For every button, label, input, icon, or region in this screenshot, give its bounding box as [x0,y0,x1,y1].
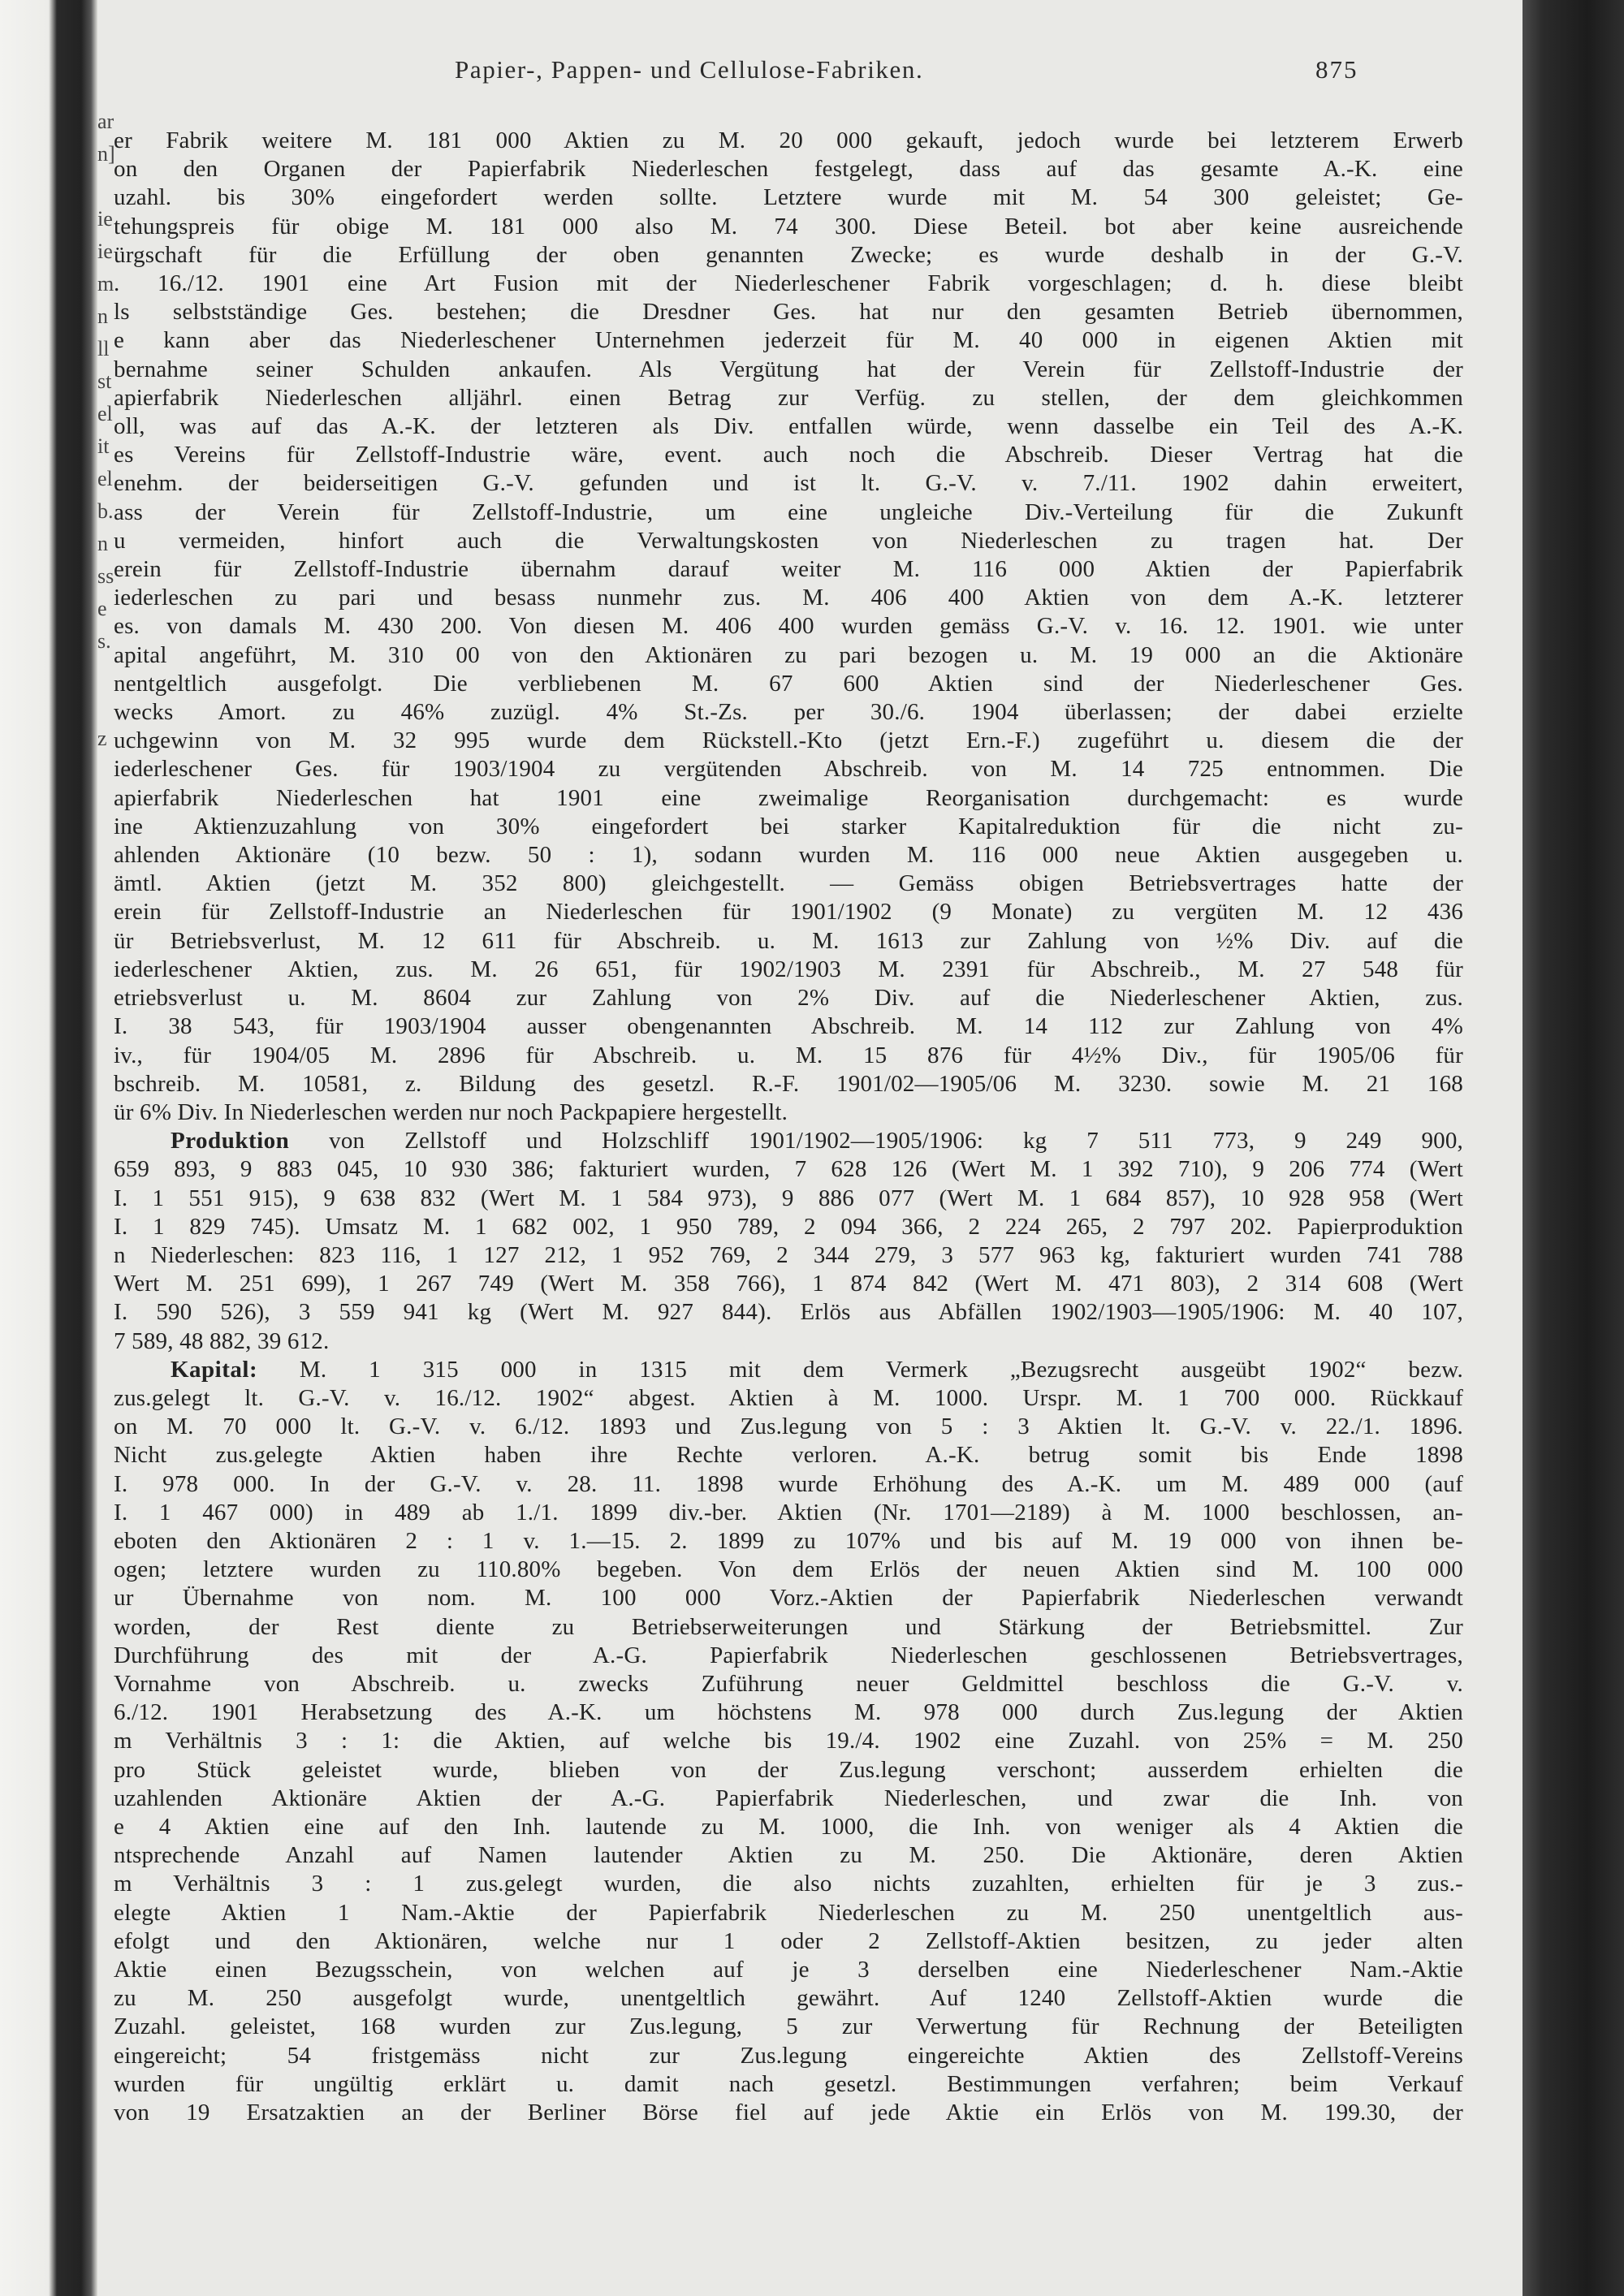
text-line: I. 978 000. In der G.-V. v. 28. 11. 1898 wurde Erhöhung des A.-K. um M. 489 000 (auf [114,1470,1463,1497]
text-line [114,1127,1463,1155]
text-line: on M. 70 000 lt. G.-V. v. 6./12. 1893 und Zus.legung von 5 : 3 Aktien lt. G.-V. v. 22./1. 1896. [114,1413,1463,1440]
text-line: eingereicht; 54 fristgemäss nicht zur Zus.legung eingereichte Aktien des Zellstoff-Vereins [114,2042,1463,2069]
text-line: erein für Zellstoff-Industrie an Niederleschen für 1901/1902 (9 Monate) zu vergüten M. 12 436 [114,899,1463,926]
text-line-rest: von Zellstoff und Holzschliff 1901/1902—1905/1906: kg 7 511 773, 9 249 900, [289,1128,1463,1154]
text-line: iederleschener Aktien, zus. M. 26 651, für 1902/1903 M. 2391 für Abschreib., M. 27 548 für [114,956,1463,982]
right-binding-edge [1522,0,1624,2296]
text-line [114,1356,1463,1384]
text-line: uchgewinn von M. 32 995 wurde dem Rückstell.-Kto (jetzt Ern.-F.) zugeführt u. diesem die der [114,727,1463,754]
text-line: I. 1 551 915), 9 638 832 (Wert M. 1 584 973), 9 886 077 (Wert M. 1 684 857), 10 928 958 (Wert [114,1185,1463,1211]
text-line: er Fabrik weitere M. 181 000 Aktien zu M. 20 000 gekauft, jedoch wurde bei letzterem Erwerb [114,127,1463,153]
text-line: pro Stück geleistet wurde, blieben von der Zus.legung verschont; ausserdem erhielten die [114,1756,1463,1783]
text-line: efolgt und den Aktionären, welche nur 1 oder 2 Zellstoff-Aktien besitzen, zu jeder alten [114,1927,1463,1954]
text-line: u vermeiden, hinfort auch die Verwaltungskosten von Niederleschen zu tragen hat. Der [114,527,1463,554]
text-line: apital angeführt, M. 310 00 von den Aktionären zu pari bezogen u. M. 19 000 an die Aktionäre [114,641,1463,668]
text-line: bschreib. M. 10581, z. Bildung des gesetzl. R.-F. 1901/02—1905/06 M. 3230. sowie M. 21 168 [114,1070,1463,1097]
text-line: I. 38 543, für 1903/1904 ausser obengenannten Abschreib. M. 14 112 zur Zahlung von 4% [114,1013,1463,1040]
text-line: bernahme seiner Schulden ankaufen. Als Vergütung hat der Verein für Zellstoff-Industrie der [114,356,1463,382]
text-line: Wert M. 251 699), 1 267 749 (Wert M. 358 766), 1 874 842 (Wert M. 471 803), 2 314 608 (Wert [114,1271,1463,1297]
text-line: wurden für ungültig erklärt u. damit nach gesetzl. Bestimmungen verfahren; beim Verkauf [114,2070,1463,2097]
text-line: etriebsverlust u. M. 8604 zur Zahlung von 2% Div. auf die Niederleschener Aktien, zus. [114,985,1463,1012]
scanned-page [97,0,1522,2296]
paragraph-produktion [114,1127,1463,1356]
text-line: ogen; letztere wurden zu 110.80% begeben. Von dem Erlös der neuen Aktien sind M. 100 000 [114,1556,1463,1583]
text-line: nentgeltlich ausgefolgt. Die verbliebenen M. 67 600 Aktien sind der Niederleschener Ges. [114,670,1463,697]
text-line: I. 590 526), 3 559 941 kg (Wert M. 927 844). Erlös aus Abfällen 1902/1903—1905/1906: M. 40 107, [114,1299,1463,1326]
text-line: elegte Aktien 1 Nam.-Aktie der Papierfabrik Niederleschen zu M. 250 unentgeltlich aus- [114,1899,1463,1926]
text-line: ürgschaft für die Erfüllung der oben genannten Zwecke; es wurde deshalb in der G.-V. [114,241,1463,268]
text-line: Aktie einen Bezugsschein, von welchen auf je 3 derselben eine Niederleschener Nam.-Aktie [114,1957,1463,1983]
text-line: Nicht zus.gelegte Aktien haben ihre Rechte verloren. A.-K. betrug somit bis Ende 1898 [114,1442,1463,1469]
text-line: m Verhältnis 3 : 1: die Aktien, auf welche bis 19./4. 1902 eine Zuzahl. von 25% = M. 250 [114,1728,1463,1754]
section-lead: Produktion [171,1128,290,1154]
page-number: 875 [1315,55,1358,84]
text-line: Zuzahl. geleistet, 168 wurden zur Zus.legung, 5 zur Verwertung für Rechnung der Beteiligten [114,2013,1463,2040]
running-title: Papier-, Pappen- und Cellulose-Fabriken. [455,55,924,84]
text-line: oll, was auf das A.-K. der letzteren als Div. entfallen würde, wenn dasselbe ein Teil des A.-K. [114,413,1463,440]
text-line: uzahl. bis 30% eingefordert werden sollte. Letztere wurde mit M. 54 300 geleistet; Ge- [114,184,1463,211]
text-line: 659 893, 9 883 045, 10 930 386; fakturiert wurden, 7 628 126 (Wert M. 1 392 710), 9 206 774 (Wert [114,1156,1463,1183]
text-line: I. 1 829 745). Umsatz M. 1 682 002, 1 950 789, 2 094 366, 2 224 265, 2 797 202. Papierproduktion [114,1213,1463,1240]
section-lead: Kapital: [171,1356,258,1383]
text-line: ämtl. Aktien (jetzt M. 352 800) gleichgestellt. — Gemäss obigen Betriebsvertrages hatte der [114,870,1463,897]
text-line: ahlenden Aktionäre (10 bezw. 50 : 1), sodann wurden M. 116 000 neue Aktien ausgegeben u. [114,842,1463,869]
text-line: iederleschen zu pari und besass nunmehr zus. M. 406 400 Aktien von dem A.-K. letzterer [114,585,1463,611]
text-line: eboten den Aktionären 2 : 1 v. 1.—15. 2. 1899 zu 107% und bis auf M. 19 000 von ihnen be- [114,1527,1463,1554]
text-line: von 19 Ersatzaktien an der Berliner Börse fiel auf jede Aktie ein Erlös von M. 199.30, der [114,2100,1463,2126]
text-line: zu M. 250 ausgefolgt wurde, unentgeltlich gewährt. Auf 1240 Zellstoff-Aktien wurde die [114,1985,1463,2012]
paragraph-fusion-history [114,127,1463,1127]
text-line: iv., für 1904/05 M. 2896 für Abschreib. u. M. 15 876 für 4½% Div., für 1905/06 für [114,1042,1463,1068]
text-line: uzahlenden Aktionäre Aktien der A.-G. Papierfabrik Niederleschen, und zwar die Inh. von [114,1785,1463,1811]
text-line: . 16./12. 1901 eine Art Fusion mit der Niederleschener Fabrik vorgeschlagen; d. h. diese bleibt [114,270,1463,297]
text-line: ür 6% Div. In Niederleschen werden nur noch Packpapiere hergestellt. [114,1098,788,1125]
text-line: Durchführung des mit der A.-G. Papierfabrik Niederleschen geschlossenen Betriebsvertrages, [114,1642,1463,1668]
text-line: wecks Amort. zu 46% zuzügl. 4% St.-Zs. per 30./6. 1904 überlassen; der dabei erzielte [114,699,1463,726]
text-line: 6./12. 1901 Herabsetzung des A.-K. um höchstens M. 978 000 durch Zus.legung der Aktien [114,1699,1463,1726]
text-line: e 4 Aktien eine auf den Inh. lautende zu M. 1000, die Inh. von weniger als 4 Aktien die [114,1813,1463,1840]
text-line: m Verhältnis 3 : 1 zus.gelegt wurden, die also nichts zuzahlten, erhielten für je 3 zus.- [114,1871,1463,1897]
margin-fragments: ar n] ie ie m n ll st el it el b. n ss e s. z [97,110,115,750]
text-line: enehm. der beiderseitigen G.-V. gefunden und ist lt. G.-V. v. 7./11. 1902 dahin erweitert, [114,470,1463,497]
text-line: I. 1 467 000) in 489 ab 1./1. 1899 div.-ber. Aktien (Nr. 1701—2189) à M. 1000 beschlossen, an- [114,1499,1463,1526]
text-line: iederleschener Ges. für 1903/1904 zu vergütenden Abschreib. von M. 14 725 entnommen. Die [114,756,1463,783]
text-line: Vornahme von Abschreib. u. zwecks Zuführung neuer Geldmittel beschloss die G.-V. v. [114,1670,1463,1697]
text-line: ntsprechende Anzahl auf Namen lautender Aktien zu M. 250. Die Aktionäre, deren Aktien [114,1842,1463,1869]
text-line: zus.gelegt lt. G.-V. v. 16./12. 1902“ abgest. Aktien à M. 1000. Urspr. M. 1 700 000. Rückkauf [114,1384,1463,1411]
left-page-edge [0,0,97,2296]
text-line: erein für Zellstoff-Industrie übernahm darauf weiter M. 116 000 Aktien der Papierfabrik [114,556,1463,583]
text-line-rest: M. 1 315 000 in 1315 mit dem Vermerk „Bezugsrecht ausgeübt 1902“ bezw. [257,1356,1463,1383]
text-line: 7 589, 48 882, 39 612. [114,1327,330,1354]
running-head [97,55,1522,88]
text-line: ür Betriebsverlust, M. 12 611 für Abschreib. u. M. 1613 zur Zahlung von ½% Div. auf die [114,927,1463,954]
body-text [114,127,1463,2127]
text-line: apierfabrik Niederleschen hat 1901 eine zweimalige Reorganisation durchgemacht: es wurde [114,784,1463,811]
text-line: n Niederleschen: 823 116, 1 127 212, 1 952 769, 2 344 279, 3 577 963 kg, fakturiert wurden 741 788 [114,1241,1463,1268]
text-line: apierfabrik Niederleschen alljährl. einen Betrag zur Verfüg. zu stellen, der dem gleichkommen [114,384,1463,411]
text-line: es. von damals M. 430 200. Von diesen M. 406 400 wurden gemäss G.-V. v. 16. 12. 1901. wie unter [114,613,1463,640]
text-line: worden, der Rest diente zu Betriebserweiterungen und Stärkung der Betriebsmittel. Zur [114,1613,1463,1640]
text-line: e kann aber das Niederleschener Unternehmen jederzeit für M. 40 000 in eigenen Aktien mit [114,327,1463,354]
text-line: tehungspreis für obige M. 181 000 also M. 74 300. Diese Beteil. bot aber keine ausreichende [114,213,1463,240]
text-line: on den Organen der Papierfabrik Niederleschen festgelegt, dass auf das gesamte A.-K. eine [114,156,1463,183]
text-line: ur Übernahme von nom. M. 100 000 Vorz.-Aktien der Papierfabrik Niederleschen verwandt [114,1585,1463,1612]
text-line: ls selbstständige Ges. bestehen; die Dresdner Ges. hat nur den gesamten Betrieb übernommen, [114,299,1463,326]
text-line: ass der Verein für Zellstoff-Industrie, um eine ungleiche Div.-Verteilung für die Zukunft [114,498,1463,525]
text-line: ine Aktienzuzahlung von 30% eingefordert bei starker Kapitalreduktion für die nicht zu- [114,813,1463,839]
paragraph-kapital [114,1356,1463,2127]
text-line: es Vereins für Zellstoff-Industrie wäre, event. auch noch die Abschreib. Dieser Vertrag hat die [114,442,1463,468]
